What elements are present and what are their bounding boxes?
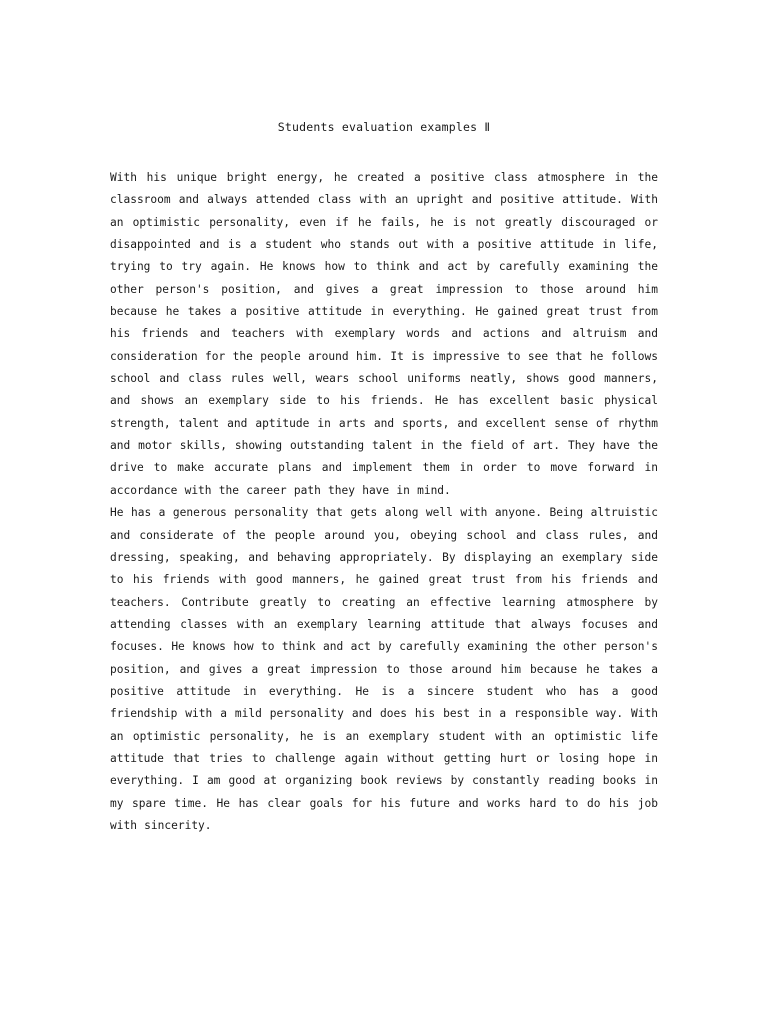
paragraph-2: He has a generous personality that gets along well with anyone. Being altruistic and considerate of the people around you, obeying school and class rules, and dressing, speaking, and behaving appropriately. By displaying an exemplary side to his friends with good manners, he gained great trust from his friends and teachers. Contribute greatly to creating an effective learning atmosphere by attending classes with an exemplary learning attitude that always focuses and focuses. He knows how to think and act by carefully examining the other person's position, and gives a great impression to those around him because he takes a positive attitude in everything. He is a sincere student who has a good friendship with a mild personality and does his best in a responsible way. With an optimistic personality, he is an exemplary student with an optimistic life attitude that tries to challenge again without getting hurt or losing hope in everything. I am good at organizing book reviews by constantly reading books in my spare time. He has clear goals for his future and works hard to do his job with sincerity. <box>110 506 658 832</box>
document-body <box>110 167 658 837</box>
document-title: Students evaluation examples Ⅱ <box>277 120 491 134</box>
paragraph-1: With his unique bright energy, he created a positive class atmosphere in the classroom and always attended class with an upright and positive attitude. With an optimistic personality, even if he fails, he is not greatly discouraged or disappointed and is a student who stands out with a positive attitude in life, trying to try again. He knows how to think and act by carefully examining the other person's position, and gives a great impression to those around him because he takes a positive attitude in everything. He gained great trust from his friends and teachers with exemplary words and actions and altruism and consideration for the people around him. It is impressive to see that he follows school and class rules well, wears school uniforms neatly, shows good manners, and shows an exemplary side to his friends. He has excellent basic physical strength, talent and aptitude in arts and sports, and excellent sense of rhythm and motor skills, showing outstanding talent in the field of art. They have the drive to make accurate plans and implement them in order to move forward in accordance with the career path they have in mind. <box>110 171 658 497</box>
